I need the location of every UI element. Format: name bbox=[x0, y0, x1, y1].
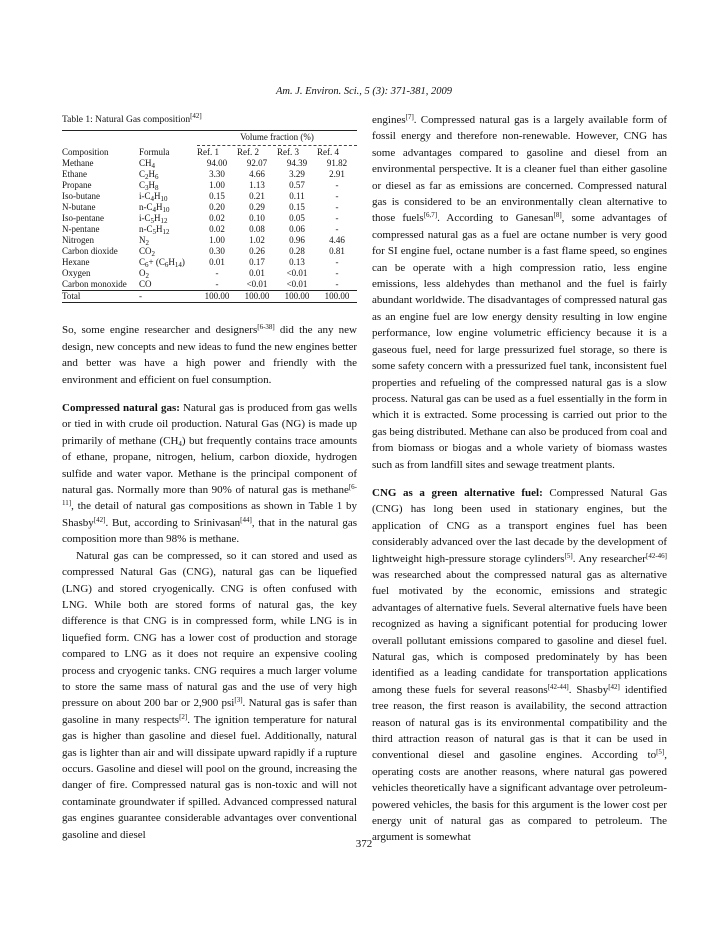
col-header: Ref. 2 bbox=[237, 147, 259, 158]
paragraph: engines[7]. Compressed natural gas is a largely available form of fossil energy and therefore non-renewable. However, CNG has some advantages compared to gasoline and diesel from an environmental perspective. It is a cleaner fuel than either gasoline or diesel as far as emissions are concerned. Compressed natural gas is considered to be an environmentally clean alternative to those fuels[6,7]. According to Ganesan[8], some advantages of compressed natural gas as a fuel are octane number is very good for SI engine fuel, octane number is a fast flame speed, so engines can be operate with a high compression ratio, less engine emissions, less aldehydes than methanol and the fuel is fairly abundant worldwide. The disadvantages of compressed natural gas as an engine fuel are low energy density resulting in low engine performance, low engine volumetric efficiency because it is a gaseous fuel, need for large pressurized fuel storage, so there is some safety concern with a pressurized fuel tank, inconsistent fuel properties and refueling of the compressed natural gas is a slow process. Natural gas can be used as a fuel essentially in the form in which it is extracted. Some processing is carried out prior to the gas being distributed. Methane can also be produced from coal and from biomass or biogas and a whole variety of biomass wastes such as from landfill sites and sewage treatment plants. bbox=[372, 113, 667, 471]
row-formula: $C_6+ (C_6H_{14})$ bbox=[139, 257, 185, 270]
table-row bbox=[62, 191, 357, 202]
row-value: 0.28 bbox=[289, 246, 305, 257]
row-value: 0.15 bbox=[289, 202, 305, 213]
row-value: <0.01 bbox=[246, 279, 268, 290]
row-formula: $CO_2$ bbox=[139, 246, 156, 259]
paragraph: So, some engine researcher and designers[6-38] did the any new design, new concepts and new ideas to fund the new engines better and better was have a high power and friendly with the environment and efficient on fuel consumption. bbox=[62, 323, 357, 386]
row-value: 3.30 bbox=[209, 169, 225, 180]
table-row bbox=[62, 279, 357, 291]
row-value: - bbox=[335, 180, 339, 191]
row-composition: Methane bbox=[62, 158, 94, 169]
left-column bbox=[62, 112, 357, 843]
row-value: 0.06 bbox=[289, 224, 305, 235]
row-value: - bbox=[335, 257, 339, 268]
row-value: 0.96 bbox=[289, 235, 305, 246]
row-value: 0.20 bbox=[209, 202, 225, 213]
row-value: 0.30 bbox=[209, 246, 225, 257]
row-value: 92.07 bbox=[246, 158, 268, 169]
table-row bbox=[62, 158, 357, 169]
row-value: 0.10 bbox=[249, 213, 265, 224]
table-row bbox=[62, 246, 357, 257]
table-row bbox=[62, 268, 357, 279]
row-value: 4.46 bbox=[329, 235, 345, 246]
col-header: Ref. 4 bbox=[317, 147, 339, 158]
row-value: - bbox=[335, 202, 339, 213]
page-number: 372 bbox=[355, 838, 373, 850]
row-composition: Ethane bbox=[62, 169, 87, 180]
row-formula: - bbox=[139, 291, 142, 302]
row-value: 0.11 bbox=[289, 191, 305, 202]
table-body bbox=[62, 158, 357, 304]
table-caption: Table 1: Natural Gas composition[42] bbox=[62, 112, 202, 125]
row-value: 91.82 bbox=[326, 158, 348, 169]
paragraph: Compressed natural gas: Natural gas is produced from gas wells or tied in with crude oil production. Natural Gas (NG) is made up primarily of methane $(CH_4)$ but frequently contains trace amounts of ethane, propane, nitrogen, helium, carbon dioxide, hydrogen sulfide and water vapor. Methane is the principal component of natural gas. Normally more than 90% of natural gas is methane[6-11], the detail of natural gas compositions as shown in Table 1 by Shasby[42]. But, according to Srinivasan[44], that in the natural gas composition more than 98% is methane. bbox=[62, 402, 357, 546]
table-row bbox=[62, 235, 357, 246]
col-header: Ref. 1 bbox=[197, 147, 219, 158]
row-value: 0.29 bbox=[249, 202, 265, 213]
row-formula: $C_2H_6$ bbox=[139, 169, 159, 182]
row-formula: CO bbox=[139, 279, 152, 290]
col-header: Composition bbox=[62, 147, 109, 158]
row-value: 100.00 bbox=[284, 291, 310, 302]
row-value: 94.00 bbox=[206, 158, 228, 169]
table-row bbox=[62, 180, 357, 191]
table-row bbox=[62, 224, 357, 235]
row-composition: Nitrogen bbox=[62, 235, 94, 246]
row-value: 0.05 bbox=[289, 213, 305, 224]
row-value: - bbox=[215, 279, 219, 290]
running-header: Am. J. Environ. Sci., 5 (3): 371-381, 2009 bbox=[275, 86, 453, 97]
row-value: 3.29 bbox=[289, 169, 305, 180]
row-formula: $i-C_5H_{12}$ bbox=[139, 213, 168, 226]
section-heading: CNG as a green alternative fuel: bbox=[372, 486, 543, 499]
row-value: 0.21 bbox=[249, 191, 265, 202]
row-value: 0.81 bbox=[329, 246, 345, 257]
row-value: 1.00 bbox=[209, 235, 225, 246]
row-formula: $n-C_5H_{12}$ bbox=[139, 224, 170, 237]
row-composition: Propane bbox=[62, 180, 92, 191]
row-value: 0.17 bbox=[249, 257, 265, 268]
paragraph: CNG as a green alternative fuel: Compressed Natural Gas (CNG) has long been used in stationary engines, but the application of CNG as a transport engines fuel has been considerably advanced over the last decade by the development of lightweight high-pressure storage cylinders[5]. Any researcher[42-46] was researched about the compressed natural gas as alternative fuel motivated by the economic, emissions and strategic advantages of alternative fuels. Several alternative fuels have been recognized as having a significant potential for producing lower overall pollutant emissions compared to gasoline and diesel fuel. Natural gas, which is composed predominately by has been identified as a leading candidate for transportation applications among these fuels for several reasons[42-44]. Shasby[42] identified tree reason, the first reason is availability, the second attraction reason of natural gas is its environmental compatibility and the third attraction reason of natural gas is that it can be used in conventional diesel and gasoline engines. According to[5], operating costs are another reasons, where natural gas powered vehicles theoretically have a significant advantage over petroleum-powered vehicles, the basis for this argument is the lower cost per energy unit of natural gas as compared to petroleum. The argument is somewhat bbox=[372, 486, 668, 844]
row-composition: Iso-butane bbox=[62, 191, 100, 202]
row-value: 100.00 bbox=[244, 291, 270, 302]
row-value: 1.00 bbox=[209, 180, 225, 191]
row-value: - bbox=[335, 268, 339, 279]
row-value: 100.00 bbox=[204, 291, 230, 302]
row-value: 2.91 bbox=[329, 169, 345, 180]
row-value: <0.01 bbox=[286, 279, 308, 290]
row-composition: Hexane bbox=[62, 257, 90, 268]
row-formula: $n-C_4H_{10}$ bbox=[139, 202, 170, 215]
row-value: - bbox=[335, 224, 339, 235]
row-value: - bbox=[215, 268, 219, 279]
row-value: 94.39 bbox=[286, 158, 308, 169]
row-composition: Oxygen bbox=[62, 268, 91, 279]
table-header-row bbox=[62, 147, 357, 158]
row-formula: $N_2$ bbox=[139, 235, 149, 248]
col-header: Ref. 3 bbox=[277, 147, 299, 158]
table-row bbox=[62, 169, 357, 180]
row-formula: $C_3H_8$ bbox=[139, 180, 159, 193]
row-value: 1.02 bbox=[249, 235, 265, 246]
row-value: - bbox=[335, 213, 339, 224]
row-composition: N-butane bbox=[62, 202, 96, 213]
paragraph: Natural gas can be compressed, so it can stored and used as compressed Natural Gas (CNG), natural gas can be liquefied (LNG) and stored cryogenically. CNG is often confused with LNG. While both are stored forms of natural gas, the key difference is that CNG is in compressed form, while LNG is in liquefied form. CNG has a lower cost of production and storage compared to LNG as it does not require an expensive cooling process and cryogenic tanks. CNG requires a much larger volume to store the same mass of natural gas and the use of very high pressure on about 200 bar or 2,900 psi[3]. Natural gas is safer than gasoline in many respects[2]. The ignition temperature for natural gas is higher than gasoline and diesel fuel. Additionally, natural gas is lighter than air and will dissipate upward rapidly if a rupture occurs. Gasoline and diesel will pool on the ground, increasing the danger of fire. Compressed natural gas is non-toxic and will not contaminate groundwater if spilled. Advanced compressed natural gas engines guarantee considerable advantages over conventional gasoline and diesel bbox=[62, 549, 358, 841]
row-composition: Carbon monoxide bbox=[62, 279, 127, 290]
row-formula: $i-C_4H_{10}$ bbox=[139, 191, 168, 204]
row-value: 0.08 bbox=[249, 224, 265, 235]
section-heading: Compressed natural gas: bbox=[62, 402, 180, 415]
table-row bbox=[62, 291, 357, 303]
table-row bbox=[62, 257, 357, 268]
row-value: 0.13 bbox=[289, 257, 305, 268]
row-formula: $O_2$ bbox=[139, 268, 149, 281]
row-composition: Iso-pentane bbox=[62, 213, 104, 224]
table-row bbox=[62, 213, 357, 224]
gas-composition-table bbox=[62, 131, 357, 304]
row-value: 1.13 bbox=[249, 180, 265, 191]
row-value: 100.00 bbox=[324, 291, 350, 302]
row-value: 0.26 bbox=[249, 246, 265, 257]
row-composition: Total bbox=[62, 291, 81, 302]
row-value: - bbox=[335, 191, 339, 202]
row-value: 0.02 bbox=[209, 224, 225, 235]
table-dashed-rule bbox=[197, 145, 357, 146]
col-header: Formula bbox=[139, 147, 170, 158]
row-value: <0.01 bbox=[286, 268, 308, 279]
row-value: 0.01 bbox=[249, 268, 265, 279]
volume-fraction-header: Volume fraction (%) bbox=[240, 132, 314, 143]
row-value: 4.66 bbox=[249, 169, 265, 180]
row-value: 0.02 bbox=[209, 213, 225, 224]
row-value: 0.15 bbox=[209, 191, 225, 202]
row-formula: $CH_4$ bbox=[139, 158, 156, 171]
row-value: 0.57 bbox=[289, 180, 305, 191]
row-value: - bbox=[335, 279, 339, 290]
row-composition: N-pentane bbox=[62, 224, 100, 235]
right-column bbox=[372, 112, 667, 846]
table-row bbox=[62, 202, 357, 213]
row-value: 0.01 bbox=[209, 257, 225, 268]
row-composition: Carbon dioxide bbox=[62, 246, 118, 257]
